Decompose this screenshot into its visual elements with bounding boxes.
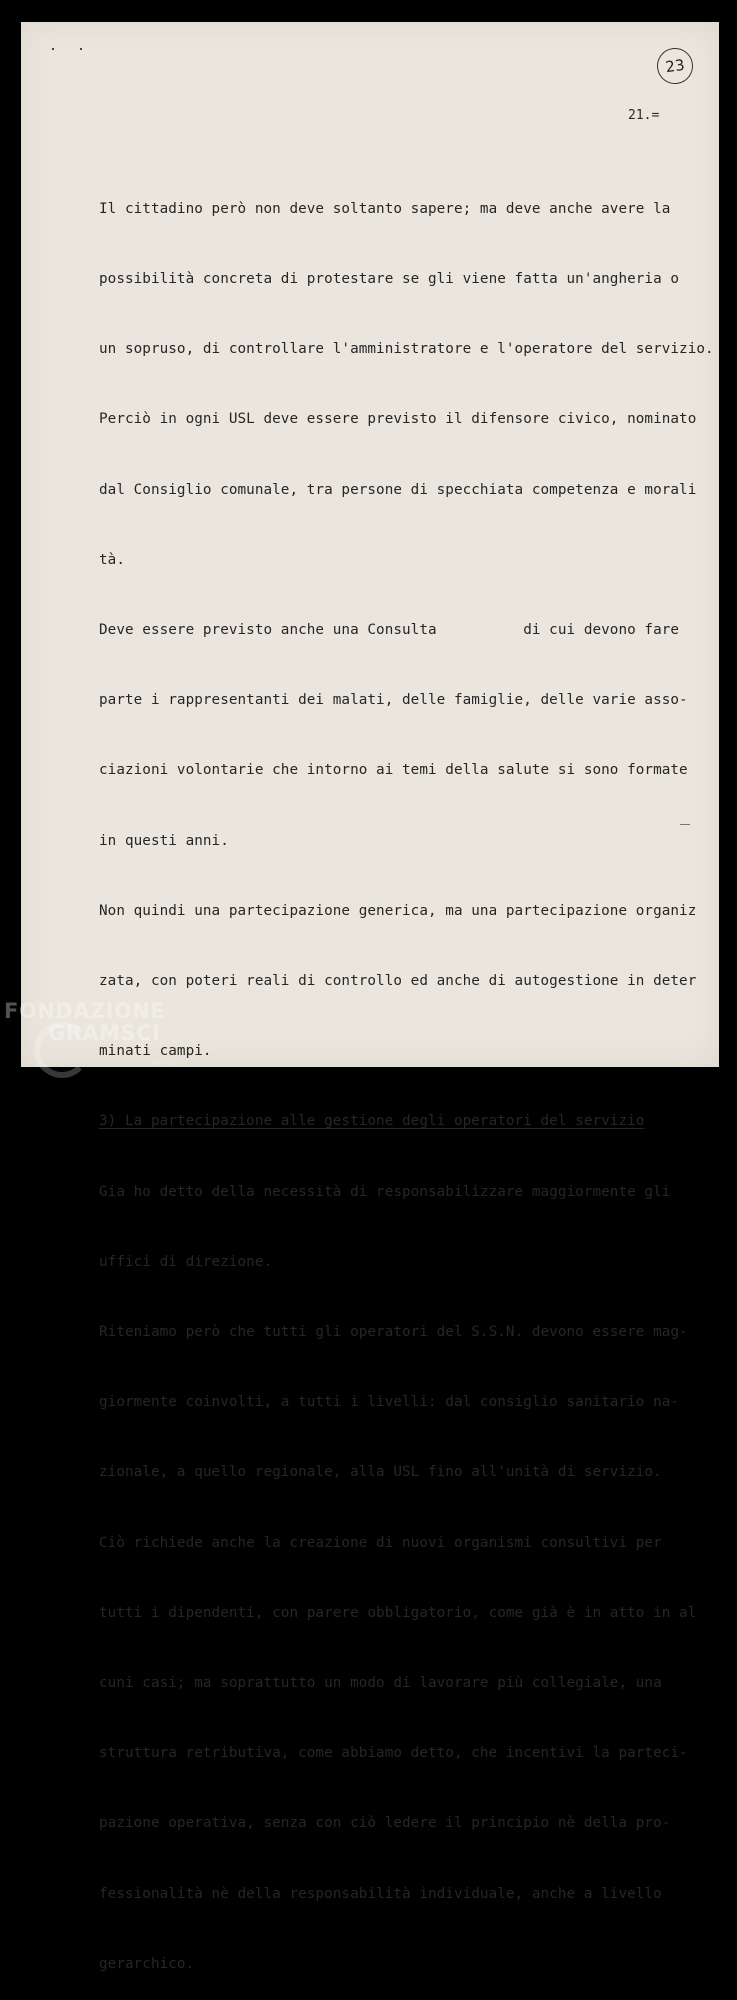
margin-mark bbox=[680, 824, 690, 825]
text-line: zata, con poteri reali di controllo ed anche di autogestione in deter bbox=[99, 973, 697, 990]
circled-page-number: 23 bbox=[655, 46, 696, 87]
text-line: un sopruso, di controllare l'amministratore e l'operatore del servizio. bbox=[99, 341, 714, 358]
text-line: Perciò in ogni USL deve essere previsto il difensore civico, nominato bbox=[99, 411, 697, 428]
text-line: in questi anni. bbox=[99, 832, 229, 849]
text-line: uffici di direzione. bbox=[99, 1253, 273, 1270]
watermark-line2: GRAMSCI bbox=[48, 1021, 161, 1045]
text-line: tutti i dipendenti, con parere obbligatorio, come già è in atto in al bbox=[99, 1604, 697, 1621]
punch-mark bbox=[80, 48, 82, 50]
body-text bbox=[99, 151, 714, 2000]
watermark-logo-icon bbox=[34, 1022, 90, 1078]
text-line: Gia ho detto della necessità di responsabilizzare maggiormente gli bbox=[99, 1183, 671, 1200]
text-line: tà. bbox=[99, 551, 125, 568]
text-line: Ciò richiede anche la creazione di nuovi organismi consultivi per bbox=[99, 1534, 662, 1551]
text-line: pazione operativa, senza con ciò ledere il principio nè della pro- bbox=[99, 1815, 671, 1832]
watermark-sub: onlus bbox=[152, 1058, 179, 1068]
text-line: minati campi. bbox=[99, 1043, 212, 1060]
text-line: fessionalità nè della responsabilità individuale, anche a livello bbox=[99, 1885, 662, 1902]
text-line: cuni casi; ma soprattutto un modo di lavorare più collegiale, una bbox=[99, 1675, 662, 1692]
text-line: possibilità concreta di protestare se gli viene fatta un'angheria o bbox=[99, 271, 680, 288]
text-line: giormente coinvolti, a tutti i livelli: dal consiglio sanitario na- bbox=[99, 1394, 680, 1411]
section-heading: 3) La partecipazione alle gestione degli operatori del servizio bbox=[99, 1113, 645, 1130]
text-line: Non quindi una partecipazione generica, ma una partecipazione organiz bbox=[99, 902, 697, 919]
text-line: dal Consiglio comunale, tra persone di specchiata competenza e morali bbox=[99, 481, 697, 498]
page-number: 21.= bbox=[628, 108, 660, 123]
text-line: Deve essere previsto anche una Consulta di cui devono fare bbox=[99, 622, 680, 639]
text-line: ciazioni volontarie che intorno ai temi della salute si sono formate bbox=[99, 762, 688, 779]
text-line: parte i rappresentanti dei malati, delle famiglie, delle varie asso- bbox=[99, 692, 688, 709]
text-line: struttura retributiva, come abbiamo detto, che incentivi la parteci- bbox=[99, 1745, 688, 1762]
watermark-line1: FONDAZIONE bbox=[4, 999, 166, 1023]
punch-mark bbox=[52, 48, 54, 50]
text-line: Riteniamo però che tutti gli operatori del S.S.N. devono essere mag- bbox=[99, 1324, 688, 1341]
text-line: Il cittadino però non deve soltanto sapere; ma deve anche avere la bbox=[99, 200, 671, 217]
text-line: gerarchico. bbox=[99, 1955, 195, 1972]
text-line: zionale, a quello regionale, alla USL fino all'unità di servizio. bbox=[99, 1464, 662, 1481]
